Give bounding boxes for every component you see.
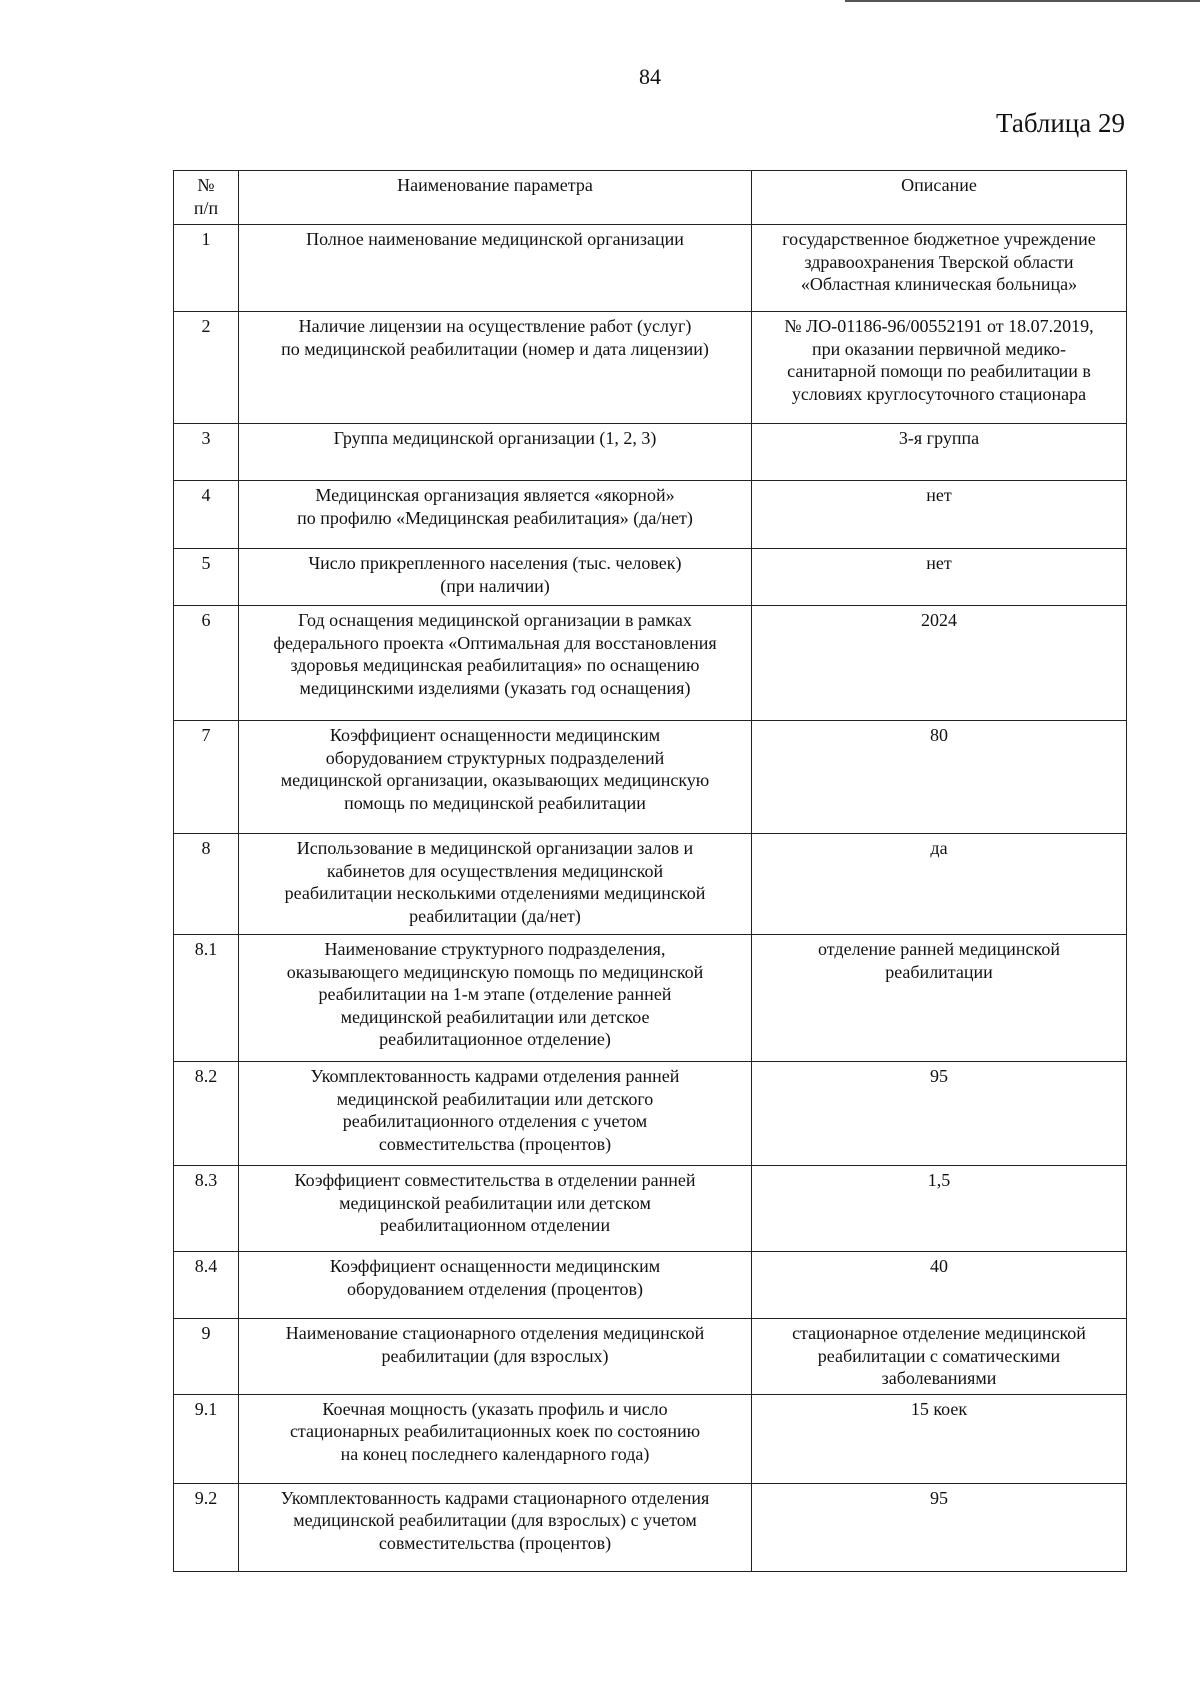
scan-edge-line (845, 0, 1200, 2)
table-row (174, 1252, 1127, 1319)
row-parameter-name: Наличие лицензии на осуществление работ (услуг) по медицинской реабилитации (номер и дата лицензии) (239, 312, 752, 424)
row-description: государственное бюджетное учреждение здравоохранения Тверской области «Областная клиническая больница» (752, 225, 1127, 312)
row-parameter-name: Укомплектованность кадрами отделения ранней медицинской реабилитации или детского реабилитационного отделения с учетом совместительства (процентов) (239, 1062, 752, 1166)
row-description: 95 (752, 1062, 1127, 1166)
row-description: нет (752, 549, 1127, 606)
row-parameter-name: Коэффициент оснащенности медицинским оборудованием структурных подразделений медицинской организации, оказывающих медицинскую помощь по медицинской реабилитации (239, 721, 752, 834)
row-number: 4 (174, 481, 239, 549)
row-parameter-name: Укомплектованность кадрами стационарного отделения медицинской реабилитации (для взрослых) с учетом совместительства (процентов) (239, 1483, 752, 1571)
row-description: да (752, 834, 1127, 935)
table-body (174, 225, 1127, 1572)
header-description: Описание (752, 171, 1127, 225)
table-row (174, 1394, 1127, 1483)
row-number: 8.4 (174, 1252, 239, 1319)
row-parameter-name: Коечная мощность (указать профиль и число стационарных реабилитационных коек по состоянию на конец последнего календарного года) (239, 1394, 752, 1483)
row-parameter-name: Коэффициент совместительства в отделении ранней медицинской реабилитации или детском реабилитационном отделении (239, 1166, 752, 1252)
row-number: 9.1 (174, 1394, 239, 1483)
row-parameter-name: Число прикрепленного населения (тыс. человек) (при наличии) (239, 549, 752, 606)
row-number: 2 (174, 312, 239, 424)
row-number: 9 (174, 1319, 239, 1395)
table-row (174, 312, 1127, 424)
header-parameter-name: Наименование параметра (239, 171, 752, 225)
row-description: 80 (752, 721, 1127, 834)
row-number: 3 (174, 424, 239, 481)
table-row (174, 721, 1127, 834)
row-number: 8.1 (174, 935, 239, 1062)
table-row (174, 549, 1127, 606)
table-row (174, 834, 1127, 935)
row-parameter-name: Наименование стационарного отделения медицинской реабилитации (для взрослых) (239, 1319, 752, 1395)
table-row (174, 1166, 1127, 1252)
table-row (174, 1062, 1127, 1166)
table-row (174, 606, 1127, 721)
row-number: 6 (174, 606, 239, 721)
row-number: 1 (174, 225, 239, 312)
row-number: 8.3 (174, 1166, 239, 1252)
row-number: 8.2 (174, 1062, 239, 1166)
row-parameter-name: Наименование структурного подразделения, оказывающего медицинскую помощь по медицинской реабилитации на 1-м этапе (отделение ранней медицинской реабилитации или детское реабилитационное отделение) (239, 935, 752, 1062)
header-number: № п/п (174, 171, 239, 225)
row-description: 3-я группа (752, 424, 1127, 481)
row-number: 5 (174, 549, 239, 606)
row-description: стационарное отделение медицинской реабилитации с соматическими заболеваниями (752, 1319, 1127, 1395)
row-parameter-name: Коэффициент оснащенности медицинским оборудованием отделения (процентов) (239, 1252, 752, 1319)
row-number: 7 (174, 721, 239, 834)
row-description: 95 (752, 1483, 1127, 1571)
row-number: 8 (174, 834, 239, 935)
table-row (174, 1483, 1127, 1571)
page-number: 84 (639, 64, 661, 89)
row-description: 40 (752, 1252, 1127, 1319)
table-row (174, 1319, 1127, 1395)
row-parameter-name: Медицинская организация является «якорной» по профилю «Медицинская реабилитация» (да/нет) (239, 481, 752, 549)
table-header-row (174, 171, 1127, 225)
row-description: отделение ранней медицинской реабилитации (752, 935, 1127, 1062)
row-number: 9.2 (174, 1483, 239, 1571)
row-parameter-name: Группа медицинской организации (1, 2, 3) (239, 424, 752, 481)
row-parameter-name: Год оснащения медицинской организации в рамках федерального проекта «Оптимальная для восстановления здоровья медицинская реабилитация» по оснащению медицинскими изделиями (указать год оснащения) (239, 606, 752, 721)
row-description: 2024 (752, 606, 1127, 721)
table-row (174, 424, 1127, 481)
table-caption: Таблица 29 (996, 108, 1125, 138)
parameters-table (173, 170, 1127, 1572)
row-parameter-name: Полное наименование медицинской организации (239, 225, 752, 312)
row-description: 1,5 (752, 1166, 1127, 1252)
table-row (174, 935, 1127, 1062)
row-parameter-name: Использование в медицинской организации залов и кабинетов для осуществления медицинской реабилитации несколькими отделениями медицинской реабилитации (да/нет) (239, 834, 752, 935)
table-row (174, 481, 1127, 549)
row-description: 15 коек (752, 1394, 1127, 1483)
row-description: № ЛО-01186-96/00552191 от 18.07.2019, при оказании первичной медико- санитарной помощи по реабилитации в условиях круглосуточного стационара (752, 312, 1127, 424)
table-row (174, 225, 1127, 312)
row-description: нет (752, 481, 1127, 549)
